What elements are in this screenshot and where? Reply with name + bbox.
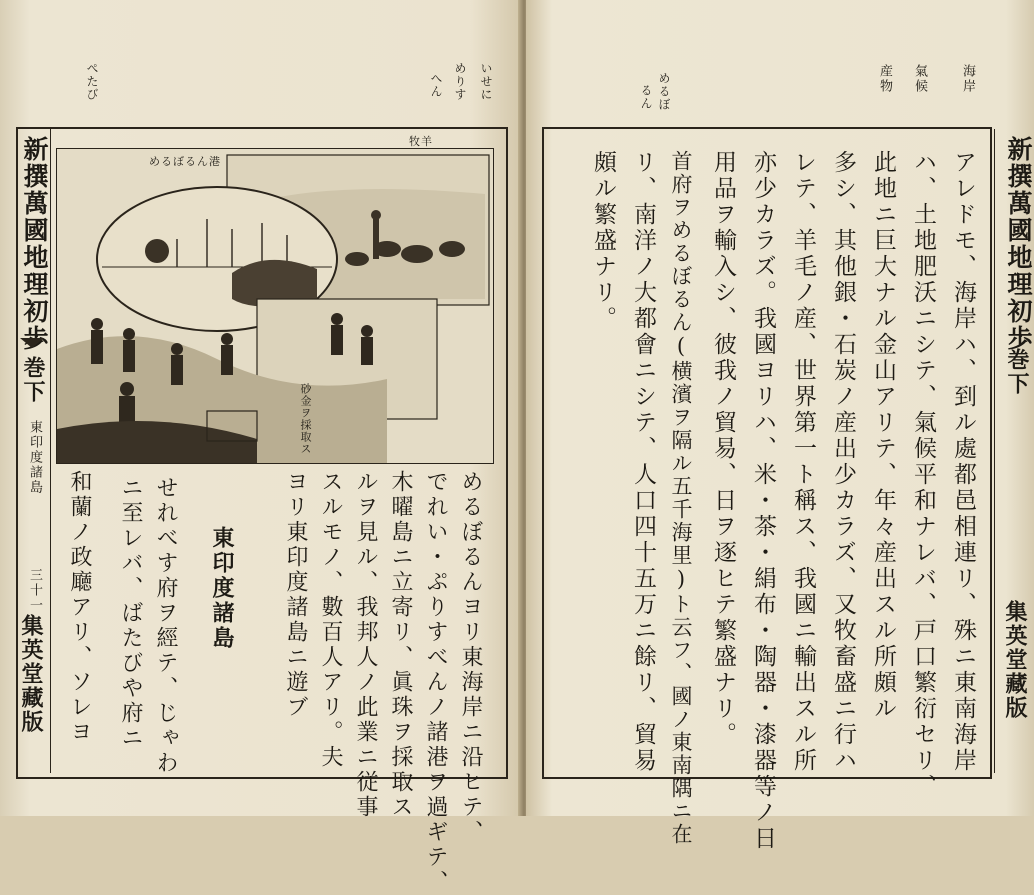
headnote-label-coast: 海岸	[960, 64, 975, 94]
right-text-col-9: リ、南洋ノ大都會ニシテ、人口四十五万ニ餘リ、貿易	[630, 150, 656, 774]
right-text-col-4: 多シ、其他銀・石炭ノ産出少カラズ、又牧畜盛ニ行ハ	[830, 150, 856, 774]
right-margin-rule	[994, 129, 995, 773]
left-section-heading: 東印度諸島	[209, 526, 235, 651]
right-text-col-8: 首府ヲめるぼるん(横濱ヲ隔ル五千海里)ト云フ、國ノ東南隅ニ在	[669, 150, 693, 846]
right-text-col-2: ハ、土地肥沃ニシテ、氣候平和ナレバ、戸口繁衍セリ、	[910, 150, 936, 800]
right-text-col-7: 用品ヲ輸入シ、彼我ノ貿易、日ヲ逐ヒテ繁盛ナリ。	[710, 150, 736, 748]
illustration-caption-gold: 砂金ヲ採取ス	[299, 383, 312, 455]
left-text-col-9: 和蘭ノ政廰アリ、ソレヨ	[67, 470, 92, 745]
left-top-note-3: めりす	[453, 62, 467, 101]
right-side-volume: 巻下	[1004, 348, 1030, 396]
left-side-title: 新撰萬國地理初歩	[20, 136, 49, 352]
fish-tail-mark	[20, 338, 44, 348]
left-text-col-3: 木曜島ニ立寄リ、眞珠ヲ採取ス	[388, 470, 413, 820]
right-text-col-3: 此地ニ巨大ナル金山アリテ、年々産出スル所頗ル	[870, 150, 896, 722]
left-text-col-5: スルモノ、數百人アリ。夫	[318, 470, 343, 770]
illustration-melbourne	[56, 135, 494, 464]
headnote-label-climate: 氣候	[912, 64, 927, 94]
left-side-page: 三十一	[27, 568, 42, 613]
right-top-note-1: めるぼ	[657, 72, 671, 111]
left-text-col-7: せれべす府ヲ經テ、じゃわ	[153, 476, 178, 776]
left-text-col-8: ニ至レバ、ばたびや府ニ	[118, 476, 143, 751]
left-top-note-1: ぺたび	[85, 62, 99, 101]
headnote-label-products: 産物	[877, 64, 892, 94]
right-side-publisher: 集英堂藏版	[1002, 600, 1028, 720]
illustration-drawing	[57, 149, 493, 463]
left-side-publisher: 集英堂藏版	[18, 614, 44, 734]
left-text-col-1: めるぼるんヨリ東海岸ニ沿ヒテ、	[458, 470, 483, 845]
right-text-col-5: レテ、羊毛ノ産、世界第一ト稱ス、我國ニ輸出スル所	[790, 150, 816, 774]
right-top-note-2: るん	[639, 84, 653, 110]
illustration-caption-harbor: めるぼるん港	[149, 155, 221, 168]
left-top-note-4: へん	[429, 72, 443, 98]
illustration-caption-sheep: 牧羊	[409, 135, 433, 148]
right-side-title: 新撰萬國地理初歩	[1004, 136, 1033, 352]
right-text-col-6: 亦少カラズ。我國ヨリハ、米・茶・絹布・陶器・漆器等ノ日	[750, 150, 776, 852]
left-side-section: 東印度諸島	[27, 420, 42, 495]
right-text-col-1: アレドモ、海岸ハ、到ル處都邑相連リ、殊ニ東南海岸	[950, 150, 976, 774]
left-text-col-6: ヨリ東印度諸島ニ遊ブ	[283, 470, 308, 720]
left-side-volume: 巻下	[20, 356, 46, 404]
left-text-col-4: ルヲ見ル、我邦人ノ此業ニ従事	[353, 470, 378, 820]
left-text-col-2: でれい・ぷりすべんノ諸港ヲ過ギテ、	[423, 470, 448, 895]
right-text-col-10: 頗ル繁盛ナリ。	[590, 150, 616, 332]
right-page	[526, 0, 1034, 852]
left-top-note-2: いせに	[479, 62, 493, 101]
